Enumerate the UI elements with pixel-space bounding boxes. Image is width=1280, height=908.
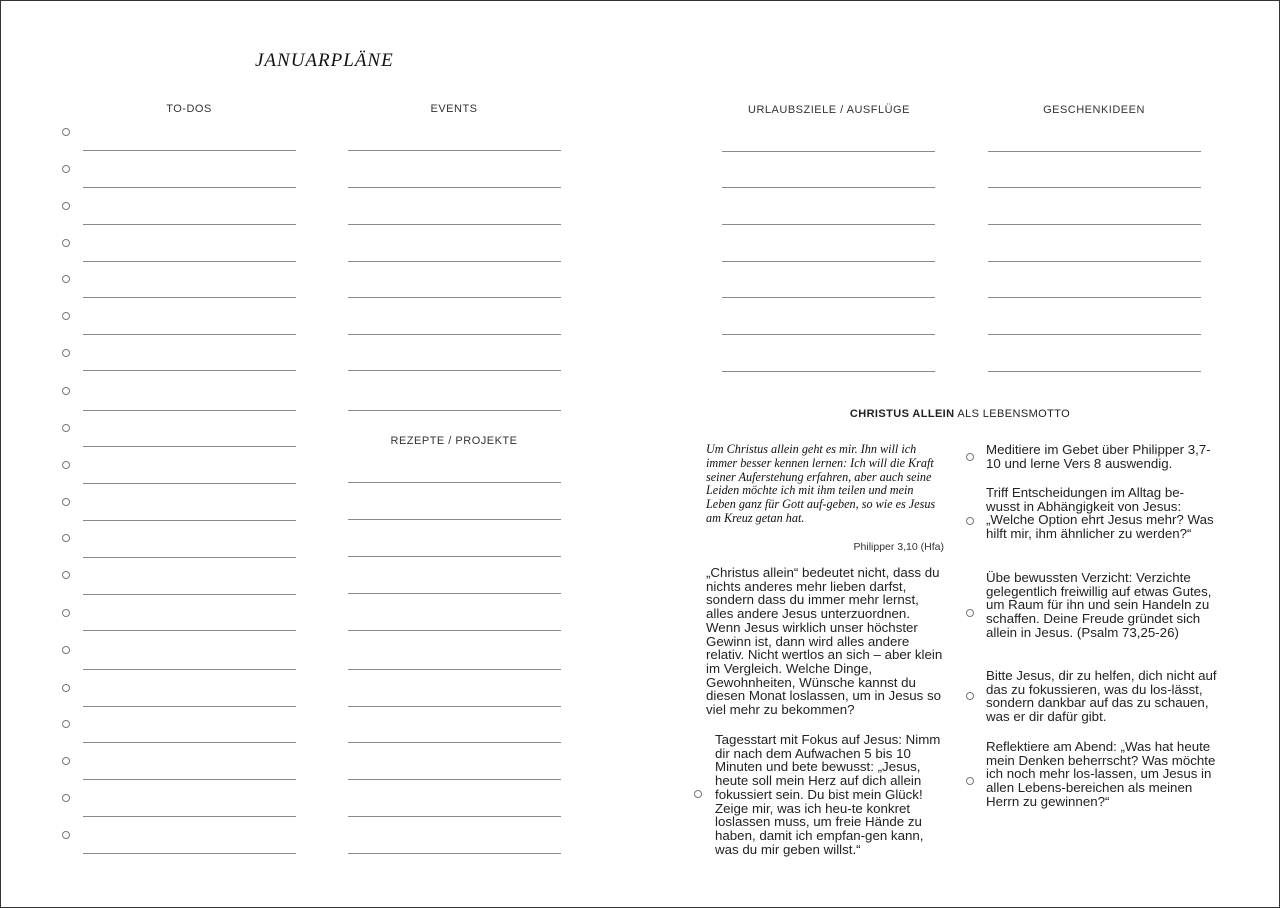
events-line[interactable]: [348, 261, 561, 262]
todo-line[interactable]: [83, 150, 296, 151]
checkbox-circle[interactable]: [966, 692, 974, 700]
checkbox-circle[interactable]: [62, 239, 70, 247]
gifts-line[interactable]: [988, 187, 1201, 188]
bible-quote: Um Christus allein geht es mir. Ihn will ich immer besser kennen lernen: Ich will die Kraft seiner Auferstehung erfahren, aber auch seine Leiden möchte ich mit ihm teilen und mein Leben ganz für Gott auf-geben, so wie es Jesus am Kreuz getan hat.: [706, 442, 936, 525]
checkbox-circle[interactable]: [62, 720, 70, 728]
trips-line[interactable]: [722, 151, 935, 152]
recipes-line[interactable]: [348, 630, 561, 631]
todo-line[interactable]: [83, 224, 296, 225]
recipes-line[interactable]: [348, 742, 561, 743]
todo-line[interactable]: [83, 261, 296, 262]
checkbox-circle[interactable]: [62, 424, 70, 432]
task-text: Meditiere im Gebet über Philipper 3,7-10 und lerne Vers 8 auswendig.: [986, 442, 1211, 471]
events-line[interactable]: [348, 370, 561, 371]
todo-line[interactable]: [83, 669, 296, 670]
task-text: Übe bewussten Verzicht: Verzichte gelegentlich freiwillig auf etwas Gutes, um Raum für ihn und sein Handeln zu schaffen. Deine Freude gründet sich allein in Jesus. (Psalm 73,25-26): [986, 570, 1212, 640]
events-line[interactable]: [348, 410, 561, 411]
trips-line[interactable]: [722, 297, 935, 298]
motto-rest: ALS LEBENSMOTTO: [954, 408, 1071, 420]
todo-line[interactable]: [83, 557, 296, 558]
trips-line[interactable]: [722, 261, 935, 262]
checkbox-circle[interactable]: [62, 275, 70, 283]
checkbox-circle[interactable]: [62, 646, 70, 654]
todos-header: TO-DOS: [166, 103, 212, 115]
todo-line[interactable]: [83, 297, 296, 298]
body-paragraph: „Christus allein“ bedeutet nicht, dass du nichts anderes mehr lieben darfst, sondern dass du immer mehr lernst, alles andere Jesus unterzuordnen. Wenn Jesus wirklich unser höchster Gewinn ist, dann wird alles andere relativ. Nicht wertlos an sich – aber klein im Vergleich. Welche Dinge, Gewohnheiten, Wünsche kannst du diesen Monat loslassen, um in Jesus so viel mehr zu bekommen?: [706, 565, 943, 718]
todo-line[interactable]: [83, 853, 296, 854]
events-line[interactable]: [348, 187, 561, 188]
trips-line[interactable]: [722, 187, 935, 188]
todo-line[interactable]: [83, 334, 296, 335]
checkbox-circle[interactable]: [62, 349, 70, 357]
todo-line[interactable]: [83, 520, 296, 521]
motto-bold: CHRISTUS ALLEIN: [849, 408, 955, 420]
events-line[interactable]: [348, 224, 561, 225]
checkbox-circle[interactable]: [62, 571, 70, 579]
trips-header: URLAUBSZIELE / AUSFLÜGE: [748, 104, 910, 116]
todo-line[interactable]: [83, 370, 296, 371]
todo-line[interactable]: [83, 816, 296, 817]
todo-line[interactable]: [83, 630, 296, 631]
checkbox-circle[interactable]: [62, 387, 70, 395]
events-line[interactable]: [348, 150, 561, 151]
checkbox-circle[interactable]: [62, 609, 70, 617]
todo-line[interactable]: [83, 742, 296, 743]
todo-line[interactable]: [83, 483, 296, 484]
recipes-line[interactable]: [348, 593, 561, 594]
checkbox-circle[interactable]: [966, 777, 974, 785]
checkbox-circle[interactable]: [62, 534, 70, 542]
checkbox-circle[interactable]: [62, 461, 70, 469]
checkbox-circle[interactable]: [62, 757, 70, 765]
gifts-line[interactable]: [988, 371, 1201, 372]
task-text: Bitte Jesus, dir zu helfen, dich nicht auf das zu fokussieren, was du los-lässt, sondern dankbar auf das zu schauen, was er dir dafür gibt.: [986, 668, 1217, 725]
gifts-line[interactable]: [988, 224, 1201, 225]
checkbox-circle[interactable]: [62, 498, 70, 506]
checkbox-circle[interactable]: [966, 453, 974, 461]
checkbox-circle[interactable]: [694, 790, 702, 798]
gifts-line[interactable]: [988, 334, 1201, 335]
trips-line[interactable]: [722, 334, 935, 335]
recipes-line[interactable]: [348, 669, 561, 670]
todo-line[interactable]: [83, 410, 296, 411]
checkbox-circle[interactable]: [62, 165, 70, 173]
todo-line[interactable]: [83, 594, 296, 595]
checkbox-circle[interactable]: [966, 517, 974, 525]
trips-line[interactable]: [722, 224, 935, 225]
todo-line[interactable]: [83, 446, 296, 447]
gifts-header: GESCHENKIDEEN: [1043, 104, 1145, 116]
page-title: JANUARPLÄNE: [255, 50, 394, 71]
trips-line[interactable]: [722, 371, 935, 372]
recipes-line[interactable]: [348, 482, 561, 483]
gifts-line[interactable]: [988, 297, 1201, 298]
task-text: Triff Entscheidungen im Alltag be-wusst in Abhängigkeit von Jesus: „Welche Option ehrt Jesus mehr? Was hilft mir, ihm ähnlicher zu werden?“: [986, 485, 1214, 542]
quote-reference: Philipper 3,10 (Hfa): [853, 541, 944, 553]
task-text: Reflektiere am Abend: „Was hat heute mein Denken beherrscht? Was möchte ich noch mehr los-lassen, um Jesus in allen Lebens-bereichen als meinen Herrn zu gewinnen?“: [986, 739, 1216, 809]
recipes-line[interactable]: [348, 816, 561, 817]
checkbox-circle[interactable]: [62, 312, 70, 320]
gifts-line[interactable]: [988, 151, 1201, 152]
recipes-header: REZEPTE / PROJEKTE: [390, 435, 518, 447]
events-line[interactable]: [348, 297, 561, 298]
left-task-text: Tagesstart mit Fokus auf Jesus: Nimm dir nach dem Aufwachen 5 bis 10 Minuten und bete bewusst: „Jesus, heute soll mein Herz auf dich allein fokussiert sein. Du bist mein Glück! Zeige mir, was ich heu-te konkret loslassen muss, um freie Hände zu haben, damit ich empfan-gen kann, was du mir geben willst.“: [715, 732, 941, 857]
todo-line[interactable]: [83, 706, 296, 707]
recipes-line[interactable]: [348, 519, 561, 520]
recipes-line[interactable]: [348, 779, 561, 780]
todo-line[interactable]: [83, 779, 296, 780]
recipes-line[interactable]: [348, 556, 561, 557]
checkbox-circle[interactable]: [62, 831, 70, 839]
events-line[interactable]: [348, 334, 561, 335]
checkbox-circle[interactable]: [62, 684, 70, 692]
events-header: EVENTS: [430, 103, 478, 115]
recipes-line[interactable]: [348, 706, 561, 707]
gifts-line[interactable]: [988, 261, 1201, 262]
recipes-line[interactable]: [348, 853, 561, 854]
todo-line[interactable]: [83, 187, 296, 188]
checkbox-circle[interactable]: [62, 794, 70, 802]
motto-heading: [700, 408, 1220, 420]
checkbox-circle[interactable]: [62, 202, 70, 210]
checkbox-circle[interactable]: [966, 609, 974, 617]
checkbox-circle[interactable]: [62, 128, 70, 136]
